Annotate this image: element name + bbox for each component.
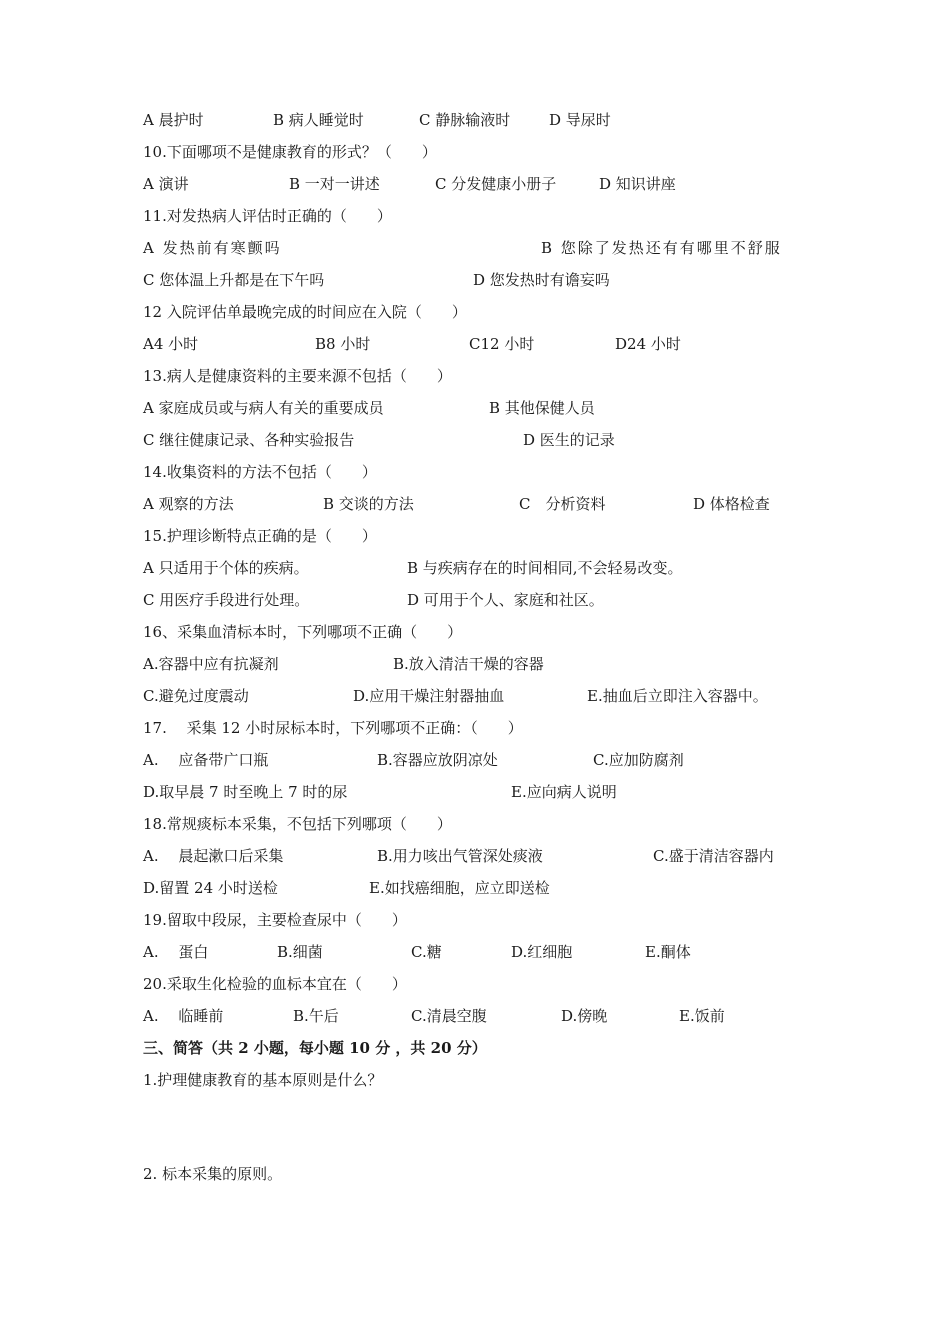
option: E.抽血后立即注入容器中。 [587, 687, 768, 705]
q13-options-row1 [143, 396, 823, 420]
option: A. 临睡前 [143, 1007, 224, 1025]
option: D.取早晨 7 时至晚上 7 时的尿 [143, 783, 348, 801]
option: C.应加防腐剂 [593, 751, 684, 769]
option: E.饭前 [679, 1007, 725, 1025]
option: D.红细胞 [511, 943, 573, 961]
option: A.容器中应有抗凝剂 [143, 655, 279, 673]
option: E.应向病人说明 [511, 783, 617, 801]
question-stem: 19.留取中段尿，主要检查尿中（ ） [143, 911, 407, 929]
option: A. 应备带广口瓶 [143, 751, 269, 769]
short-answer-question: 1.护理健康教育的基本原则是什么？ [143, 1071, 383, 1089]
option: A 演讲 [143, 175, 189, 193]
question-stem: 20.采取生化检验的血标本宜在（ ） [143, 975, 407, 993]
option: B 您除了发热还有有哪里不舒服 [541, 239, 782, 257]
option: D.应用干燥注射器抽血 [353, 687, 505, 705]
option: B 交谈的方法 [323, 495, 414, 513]
q16-options-row2 [143, 684, 823, 708]
option: D.傍晚 [561, 1007, 608, 1025]
q17-options-row2 [143, 780, 823, 804]
option: D 知识讲座 [599, 175, 676, 193]
option: D 您发热时有谵妄吗 [473, 271, 610, 289]
question-stem: 18.常规痰标本采集，不包括下列哪项（ ） [143, 815, 452, 833]
q9-options [143, 108, 823, 132]
option: E.如找癌细胞，应立即送检 [369, 879, 550, 897]
option: A 晨护时 [143, 111, 204, 129]
option: A 发热前有寒颤吗 [143, 239, 282, 257]
q11-options-row1 [143, 236, 823, 260]
q16-options-row1 [143, 652, 823, 676]
option: B 与疾病存在的时间相同,不会轻易改变。 [407, 559, 683, 577]
q20-options [143, 1004, 823, 1028]
q14-options [143, 492, 823, 516]
option: C 继往健康记录、各种实验报告 [143, 431, 355, 449]
q18-options-row1 [143, 844, 823, 868]
question-stem: 10.下面哪项不是健康教育的形式？（ ） [143, 143, 437, 161]
option: D 医生的记录 [523, 431, 615, 449]
question-stem: 17. 采集 12 小时尿标本时，下列哪项不正确：（ ） [143, 719, 523, 737]
option: B.容器应放阴凉处 [377, 751, 498, 769]
short-answer-question: 2. 标本采集的原则。 [143, 1165, 283, 1183]
option: C 静脉输液时 [419, 111, 511, 129]
option: C.避免过度震动 [143, 687, 249, 705]
q15-options-row2 [143, 588, 823, 612]
q12-options [143, 332, 823, 356]
question-stem: 11.对发热病人评估时正确的（ ） [143, 207, 392, 225]
question-stem: 13.病人是健康资料的主要来源不包括（ ） [143, 367, 452, 385]
question-stem: 12 入院评估单最晚完成的时间应在入院（ ） [143, 303, 467, 321]
question-stem: 15.护理诊断特点正确的是（ ） [143, 527, 377, 545]
option: D.留置 24 小时送检 [143, 879, 278, 897]
option: B.细菌 [277, 943, 323, 961]
option: A 只适用于个体的疾病。 [143, 559, 309, 577]
option: C.糖 [411, 943, 442, 961]
option: C 分析资料 [519, 495, 606, 513]
option: A. 蛋白 [143, 943, 209, 961]
option: C 用医疗手段进行处理。 [143, 591, 310, 609]
option: D 体格检查 [693, 495, 770, 513]
option: C 您体温上升都是在下午吗 [143, 271, 325, 289]
option: B.午后 [293, 1007, 339, 1025]
option: D24 小时 [615, 335, 681, 353]
question-stem: 14.收集资料的方法不包括（ ） [143, 463, 377, 481]
option: C 分发健康小册子 [435, 175, 557, 193]
option: B.用力咳出气管深处痰液 [377, 847, 543, 865]
q11-options-row2 [143, 268, 823, 292]
q15-options-row1 [143, 556, 823, 580]
option: D 导尿时 [549, 111, 611, 129]
q19-options [143, 940, 823, 964]
section-heading: 三、简答（共 2 小题，每小题 10 分 ，共 20 分） [143, 1039, 487, 1057]
option: D 可用于个人、家庭和社区。 [407, 591, 604, 609]
option: B 其他保健人员 [489, 399, 595, 417]
option: B8 小时 [315, 335, 371, 353]
option: A 家庭成员或与病人有关的重要成员 [143, 399, 384, 417]
option: E.酮体 [645, 943, 691, 961]
option: A4 小时 [143, 335, 199, 353]
q17-options-row1 [143, 748, 823, 772]
option: C12 小时 [469, 335, 535, 353]
option: C.盛于清洁容器内 [653, 847, 774, 865]
option: B.放入清洁干燥的容器 [393, 655, 544, 673]
option: B 病人睡觉时 [273, 111, 364, 129]
question-stem: 16、采集血清标本时，下列哪项不正确（ ） [143, 623, 463, 641]
option: C.清晨空腹 [411, 1007, 487, 1025]
q10-options [143, 172, 823, 196]
q18-options-row2 [143, 876, 823, 900]
option: B 一对一讲述 [289, 175, 380, 193]
q13-options-row2 [143, 428, 823, 452]
option: A. 晨起漱口后采集 [143, 847, 284, 865]
option: A 观察的方法 [143, 495, 234, 513]
